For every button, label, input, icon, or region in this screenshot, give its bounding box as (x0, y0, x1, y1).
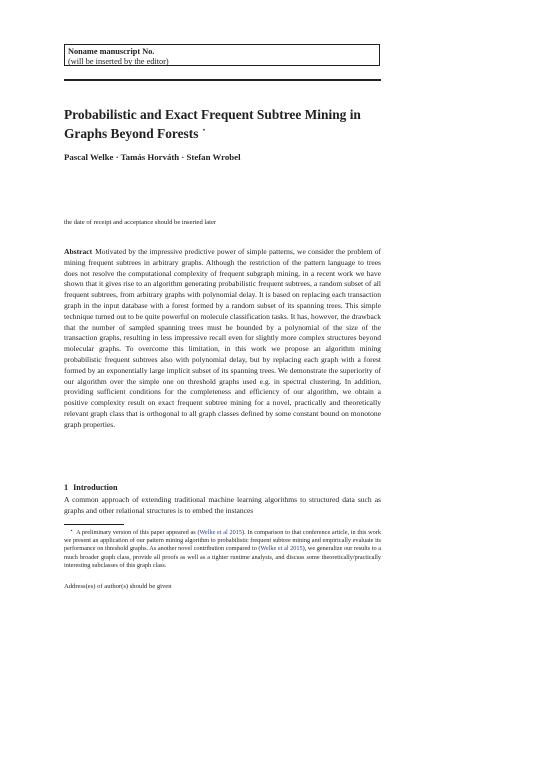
section-number: 1 (64, 483, 69, 492)
manuscript-header-box (64, 44, 380, 66)
abstract-text: Motivated by the impressive predictive power of simple patterns, we consider the problem of mining frequent subtrees in arbitrary graphs. Although the restriction of the pattern language to trees does not resolve the computational complexity of frequent subgraph mining, in a recent work we have shown that it gives rise to an algorithm generating probabilistic frequent subtrees, a random subset of all frequent subtrees, from arbitrary graphs with polynomial delay. It is based on replacing each transaction graph in the input database with a forest formed by a random subset of its spanning trees. This simple technique turned out to be quite powerful on molecule classification tasks. It has, however, the drawback that the number of sampled spanning trees must be bounded by a polynomial of the size of the transaction graphs, resulting in less impressive recall even for slightly more complex structures beyond molecular graphs. To overcome this limitation, in this work we propose an algorithm mining probabilistic frequent subtrees also with polynomial delay, but by replacing each graph with a forest formed by an exponentially large implicit subset of its spanning trees. We demonstrate the superiority of our algorithm over the simple one on threshold graphs used e.g. in spectral clustering. In addition, providing sufficient conditions for the completeness and efficiency of our algorithm, we obtain a positive complexity result on exact frequent subtree mining for a novel, practically and theoretically relevant graph class that is orthogonal to all graph classes defined by some constant bound on monotone graph properties. (64, 247, 381, 429)
section-heading-introduction (64, 483, 118, 492)
manuscript-note: (will be inserted by the editor) (68, 57, 169, 66)
citation-link[interactable]: Welke et al 2015 (199, 529, 242, 536)
footnote-rule (64, 524, 124, 525)
footnote-text-3: ), we generalize our results to a much broader graph class, provide all proofs as well as a tighter runtime analysis, and discuss some theoretically/practically interesting subclasses of this graph class. (64, 545, 381, 569)
footnote (64, 528, 381, 570)
citation-link[interactable]: Welke et al 2015 (260, 545, 303, 553)
introduction-paragraph: A common approach of extending traditional machine learning algorithms to structured data such as graphs and other relational structures is to embed the instances (64, 495, 381, 515)
footnote-text-1: A preliminary version of this paper appeared as ( (76, 529, 200, 536)
abstract-label: Abstract (64, 247, 93, 256)
paper-title (64, 107, 380, 141)
paper-title-text: Probabilistic and Exact Frequent Subtree Mining in Graphs Beyond Forests (64, 107, 361, 141)
abstract (64, 247, 381, 431)
footnote-text-2: ). In comparison to that conference article, in this work we present an application of our pattern mining algorithm to probabilistic frequent subtree mining and empirically evaluate its performance on threshold graphs. As another novel contribution compared to ( (64, 529, 381, 553)
footnote-mark: ⋆ (70, 529, 74, 534)
received-date-note: the date of receipt and acceptance should be inserted later (64, 219, 217, 226)
author-address: Address(es) of author(s) should be given (64, 583, 172, 590)
title-footnote-mark: ⋆ (201, 125, 207, 134)
section-title: Introduction (73, 483, 118, 492)
manuscript-label: Noname manuscript No. (68, 47, 155, 56)
header-rule (64, 79, 381, 81)
author-list: Pascal Welke · Tamás Horváth · Stefan Wrobel (64, 152, 241, 162)
